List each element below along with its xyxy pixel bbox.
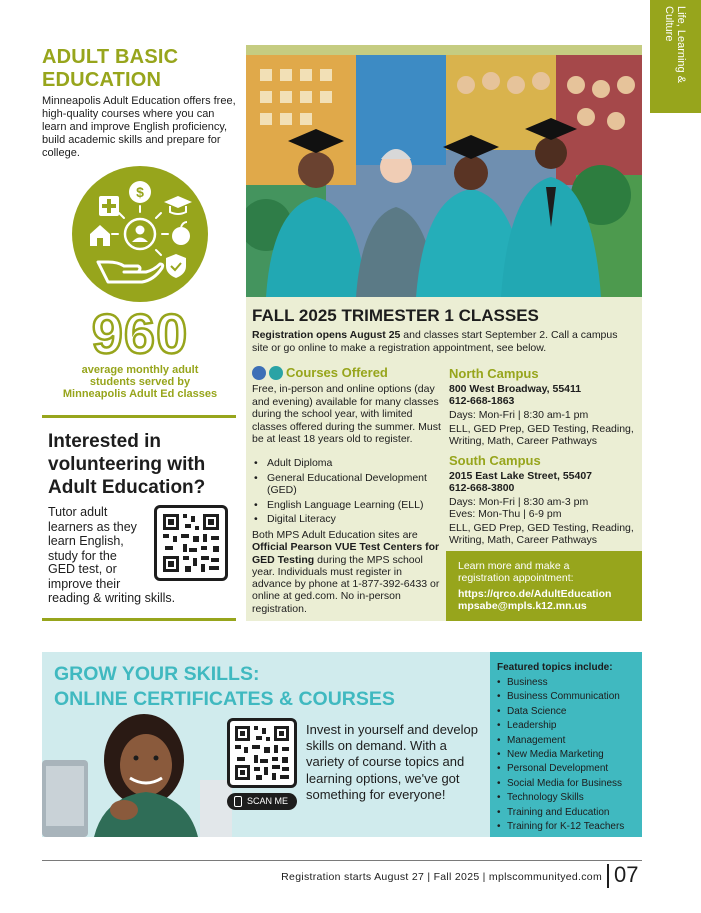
- graduates-photo: [246, 55, 642, 297]
- stat-caption: [42, 364, 238, 400]
- north-campus-title: North Campus: [449, 366, 539, 381]
- student-illustration: [42, 710, 232, 837]
- footer-divider: [42, 860, 642, 861]
- home-icon: [90, 225, 110, 246]
- shield-check-icon: [166, 254, 186, 278]
- north-programs: ELL, GED Prep, GED Testing, Reading, Writing, Math, Career Pathways: [449, 422, 634, 448]
- grow-title-line1: GROW YOUR SKILLS:: [54, 663, 260, 685]
- list-item: • English Language Learning (ELL): [252, 499, 444, 512]
- ged-note-pre: Both MPS Adult Education sites are: [252, 529, 418, 541]
- list-item: • Digital Literacy: [252, 513, 444, 526]
- north-address: 800 West Broadway, 55411: [449, 383, 582, 395]
- abe-title-line1: ADULT BASIC: [42, 46, 179, 68]
- hand-icon: [98, 262, 163, 282]
- stat-caption-line3: Minneapolis Adult Ed classes: [62, 388, 218, 400]
- volunteer-qr-code[interactable]: [154, 505, 228, 581]
- featured-topics-list: [497, 676, 642, 834]
- list-item: • Adult Diploma: [252, 457, 444, 470]
- divider-top: [42, 415, 236, 418]
- stat-caption-line2: students served by: [89, 376, 191, 388]
- ged-testing-note: [252, 529, 442, 615]
- featured-topics-heading: Featured topics include:: [497, 662, 613, 673]
- svg-text:$: $: [136, 184, 144, 200]
- section-tab: [650, 0, 701, 113]
- volunteer-title: [48, 430, 238, 499]
- qr-code-icon: [230, 721, 294, 785]
- courses-offered-body: Free, in-person and online options (day and evening) available for many classes during the school year, with limited classes offered during the summer. Must be at least 18 years old to register.: [252, 383, 441, 445]
- volunteer-line3: learn English,: [48, 534, 124, 548]
- stat-caption-line1: average monthly adult: [81, 364, 199, 376]
- services-illustration: [72, 166, 208, 302]
- volunteer-line7: reading & writing skills.: [48, 591, 176, 605]
- list-item: • Data Science: [497, 705, 642, 719]
- volunteer-title-line2: volunteering with: [48, 454, 206, 475]
- courses-qr-code[interactable]: [227, 718, 297, 788]
- volunteer-line4: study for the: [48, 548, 117, 563]
- online-icon: [269, 366, 283, 380]
- learn-more-box: [446, 551, 642, 621]
- volunteer-text: [48, 505, 148, 563]
- classes-intro-bold: Registration opens August 25: [252, 329, 401, 341]
- volunteer-line1: Tutor adult: [48, 505, 108, 519]
- north-phone[interactable]: 612-668-1863: [449, 395, 515, 408]
- learn-more-email[interactable]: mpsabe@mpls.k12.mn.us: [458, 599, 587, 612]
- south-campus-details: [449, 470, 639, 547]
- courses-offered-heading: [252, 365, 442, 381]
- list-item: • Training for K-12 Teachers: [497, 820, 642, 834]
- list-item: • General Educational Development (GED): [252, 472, 444, 497]
- list-item: • Personal Development: [497, 762, 642, 776]
- smartphone-icon: [234, 796, 242, 807]
- grow-skills-title: [54, 662, 474, 712]
- volunteer-title-line3: Adult Education?: [48, 477, 206, 498]
- volunteer-title-line1: Interested in: [48, 431, 161, 452]
- list-item: • New Media Marketing: [497, 748, 642, 762]
- person-icon: [125, 219, 155, 249]
- footer-separator: [607, 864, 609, 888]
- classes-intro-rest: and classes start September 2. Call a campus site or go online to make a registration appointment, see below.: [252, 329, 618, 354]
- divider-bottom: [42, 618, 236, 621]
- scan-me-badge: [227, 793, 297, 810]
- page-number: 07: [614, 862, 639, 887]
- list-item: • Management: [497, 734, 642, 748]
- volunteer-line5: GED test, or: [48, 562, 117, 576]
- medical-cross-icon: [99, 196, 119, 216]
- stat-number: 960: [91, 302, 189, 365]
- list-item: • Social Media for Business: [497, 777, 642, 791]
- classes-title: FALL 2025 TRIMESTER 1 CLASSES: [252, 306, 539, 325]
- south-phone[interactable]: 612-668-3800: [449, 482, 515, 495]
- list-item: • Technology Skills: [497, 791, 642, 805]
- section-tab-label: Life, Learning & Culture: [663, 6, 687, 84]
- apple-icon: [172, 222, 190, 245]
- footer-info: Registration starts August 27 | Fall 2025 | mplscommunityed.com: [281, 871, 602, 883]
- south-days: Days: Mon-Fri | 8:30 am-3 pm: [449, 495, 589, 508]
- south-programs: ELL, GED Prep, GED Testing, Reading, Writing, Math, Career Pathways: [449, 522, 634, 547]
- graduation-cap-icon: [164, 196, 192, 214]
- globe-icon: [252, 366, 266, 380]
- volunteer-line2: learners as they: [48, 519, 137, 534]
- south-address: 2015 East Lake Street, 55407: [449, 470, 593, 482]
- list-item: • Business Communication: [497, 690, 642, 704]
- grow-title-line2: ONLINE CERTIFICATES & COURSES: [54, 688, 395, 710]
- south-campus-title: South Campus: [449, 453, 541, 468]
- north-days: Days: Mon-Fri | 8:30 am-1 pm: [449, 408, 589, 421]
- ged-note-post: during the MPS school year. Individuals must register in advance by phone at 1-877-392-6433 or online at ged.com. No in-person registration.: [252, 553, 440, 615]
- list-item: • Leadership: [497, 719, 642, 733]
- services-icon-circle: [72, 166, 208, 302]
- list-item: • Training and Education: [497, 806, 642, 820]
- qr-code-icon: [157, 508, 225, 578]
- north-campus-details: [449, 383, 639, 447]
- learn-more-line1: Learn more and make a: [458, 560, 570, 572]
- courses-offered-title: Courses Offered: [286, 365, 388, 380]
- list-item: • Business: [497, 676, 642, 690]
- abe-title: [42, 46, 242, 92]
- scan-me-label: SCAN ME: [247, 796, 289, 806]
- volunteer-line6: improve their: [48, 576, 121, 591]
- learn-more-link[interactable]: https://qrco.de/AdultEducation: [458, 587, 612, 600]
- courses-offered-list: [252, 457, 444, 528]
- abe-description: Minneapolis Adult Education offers free, high-quality courses where you can learn and improve English proficiency, build academic skills and prepare for college.: [42, 95, 236, 159]
- ged-note-bold: Official Pearson VUE Test Centers for GED Testing: [252, 541, 440, 566]
- student-photo: [42, 710, 232, 837]
- grow-skills-body: Invest in yourself and develop skills on demand. With a variety of course topics and learning options, we've got something for everyone!: [306, 722, 478, 802]
- dollar-icon: [129, 181, 151, 203]
- learn-more-line2: registration appointment:: [458, 572, 574, 585]
- south-eves: Eves: Mon-Thu | 6-9 pm: [449, 507, 562, 520]
- classes-intro: [252, 329, 636, 354]
- graduates-illustration: [246, 55, 642, 297]
- abe-title-line2: EDUCATION: [42, 69, 162, 91]
